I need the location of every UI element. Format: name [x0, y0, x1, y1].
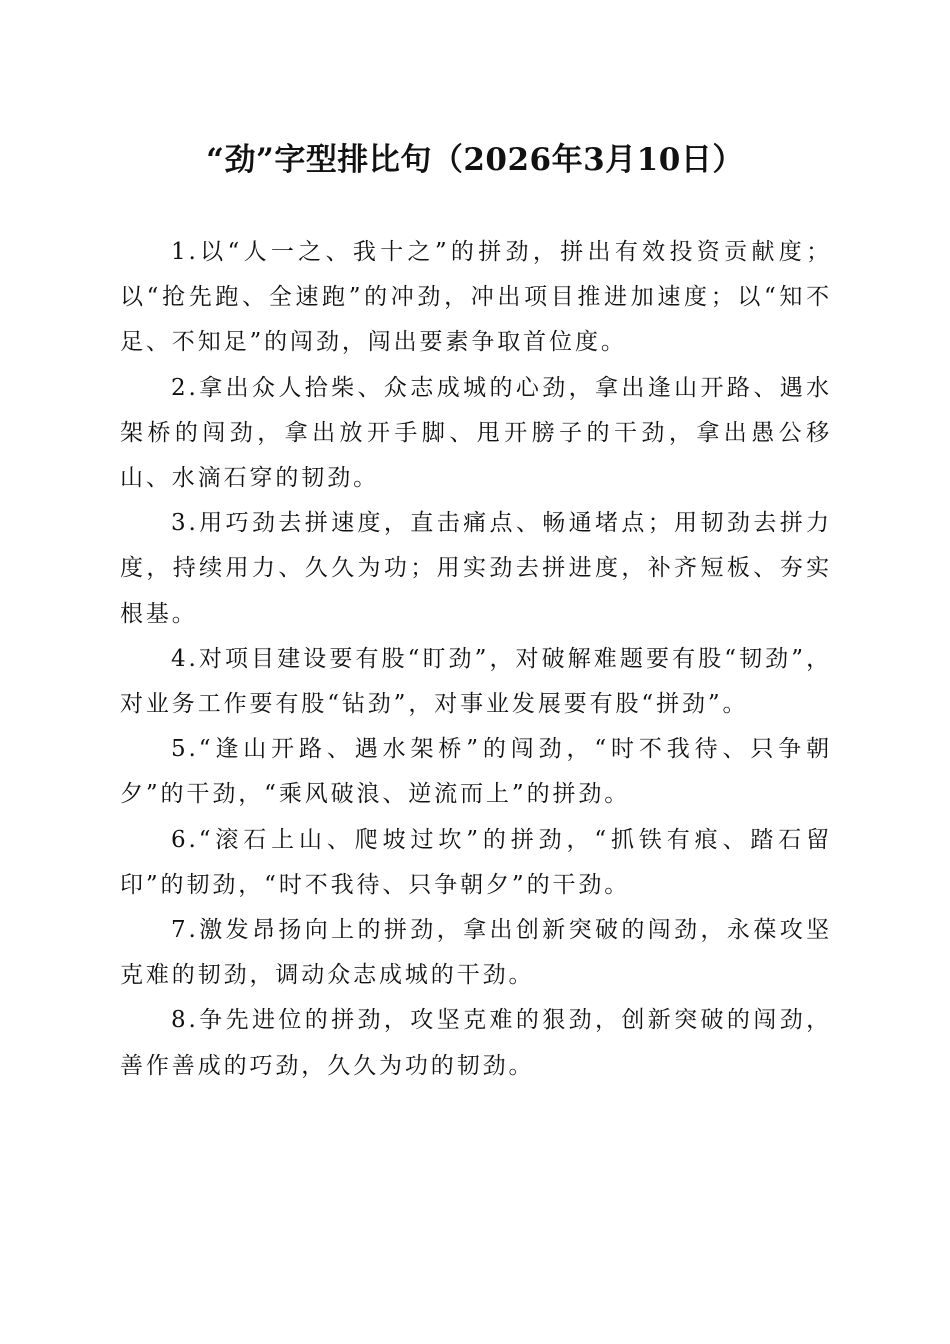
paragraph-7: 7.激发昂扬向上的拼劲，拿出创新突破的闯劲，永葆攻坚克难的韧劲，调动众志成城的干劲。 — [120, 917, 832, 989]
paragraph-5: 5.“逢山开路、遇水架桥”的闯劲，“时不我待、只争朝夕”的干劲，“乘风破浪、逆流而上”的拼劲。 — [120, 736, 832, 808]
paragraph-1: 1.以“人一之、我十之”的拼劲，拼出有效投资贡献度；以“抢先跑、全速跑”的冲劲，冲出项目推进加速度；以“知不足、不知足”的闯劲，闯出要素争取首位度。 — [120, 239, 832, 356]
document-body — [120, 230, 832, 1089]
document-title: “劲”字型排比句（2026年3月10日） — [206, 142, 744, 178]
paragraph-2: 2.拿出众人拾柴、众志成城的心劲，拿出逢山开路、遇水架桥的闯劲，拿出放开手脚、甩开膀子的干劲，拿出愚公移山、水滴石穿的韧劲。 — [120, 374, 832, 492]
paragraph-4: 4.对项目建设要有股“盯劲”，对破解难题要有股“韧劲”，对业务工作要有股“钻劲”，对事业发展要有股“拼劲”。 — [120, 645, 832, 718]
paragraph-8: 8.争先进位的拼劲，攻坚克难的狠劲，创新突破的闯劲，善作善成的巧劲，久久为功的韧劲。 — [120, 1007, 832, 1079]
paragraph-3: 3.用巧劲去拼速度，直击痛点、畅通堵点；用韧劲去拼力度，持续用力、久久为功；用实劲去拼进度，补齐短板、夯实根基。 — [120, 510, 832, 627]
paragraph-6: 6.“滚石上山、爬坡过坎”的拼劲，“抓铁有痕、踏石留印”的韧劲，“时不我待、只争朝夕”的干劲。 — [120, 826, 832, 898]
